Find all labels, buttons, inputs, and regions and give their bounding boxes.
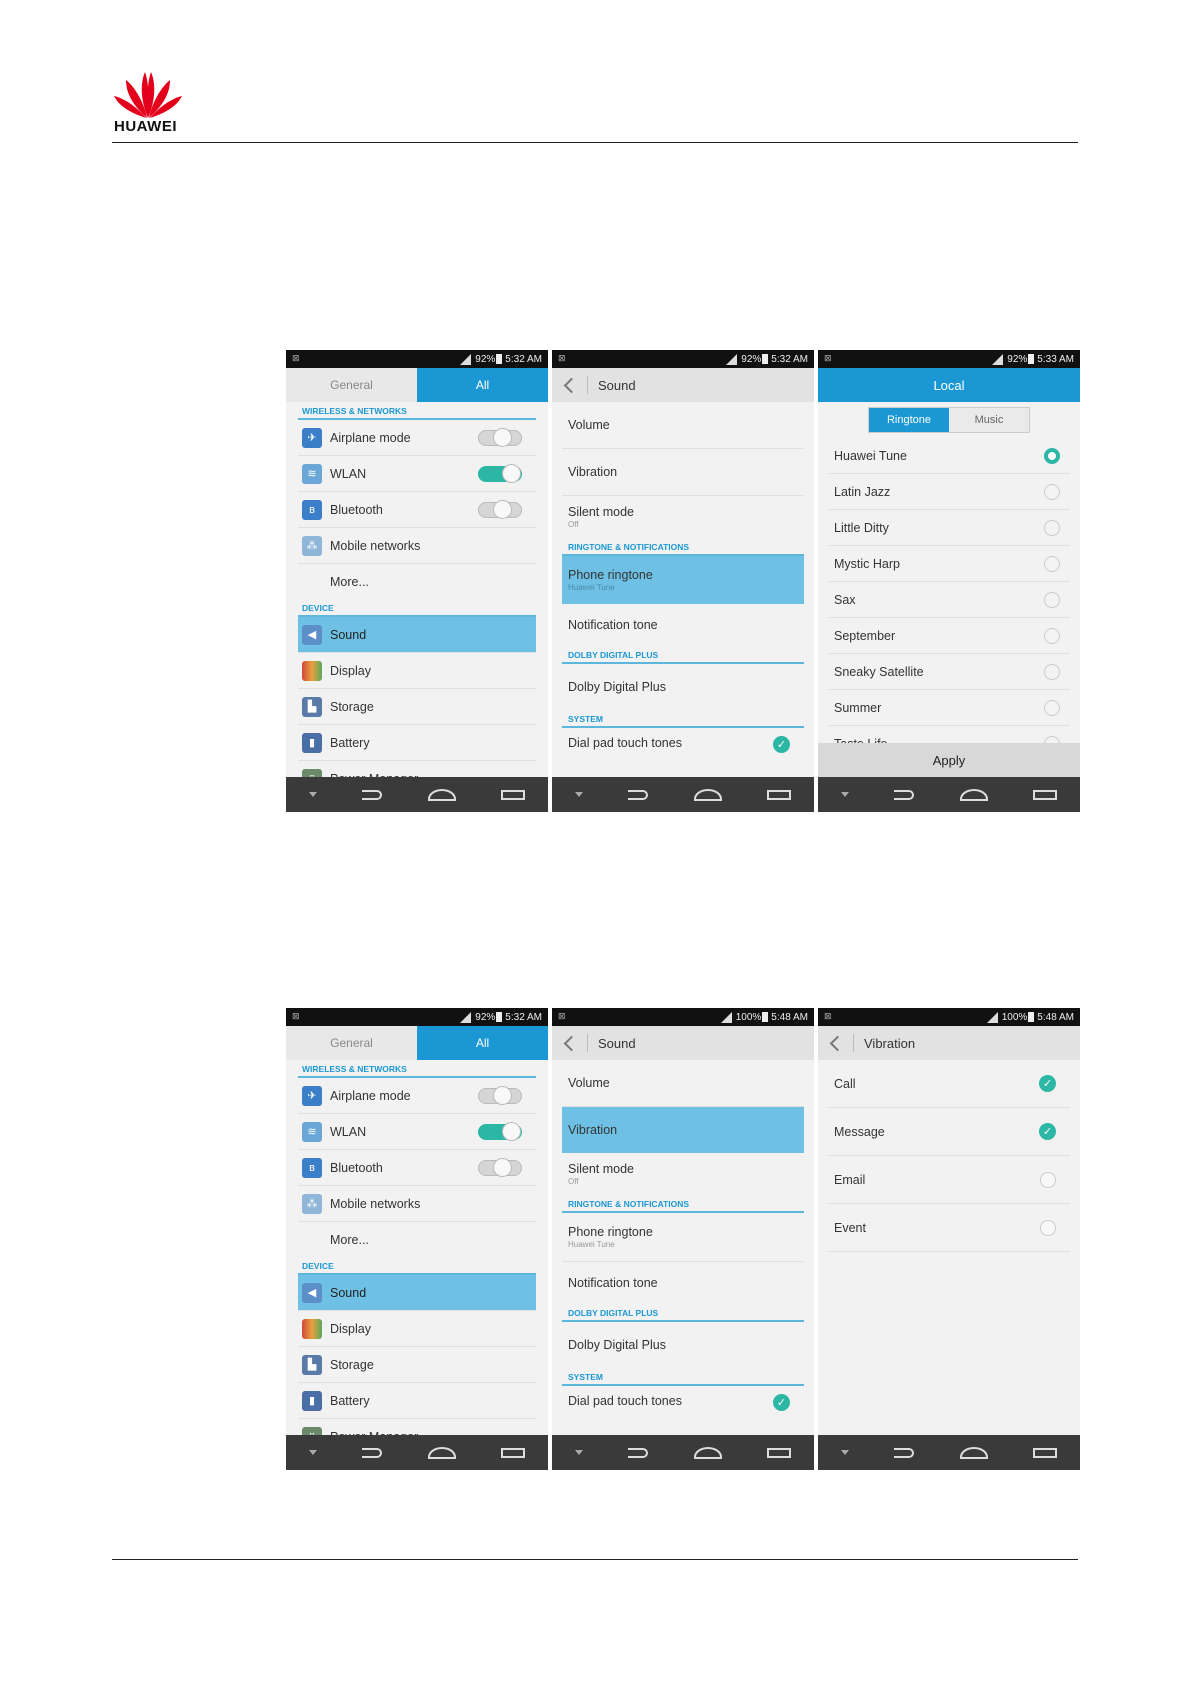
setting-label: Display	[330, 1321, 371, 1336]
home-button-icon[interactable]	[428, 1447, 456, 1459]
status-bar	[552, 350, 814, 368]
ringtone-label: Sneaky Satellite	[834, 664, 924, 679]
battery-level: 100%	[735, 1011, 762, 1023]
row-label: Event	[834, 1220, 866, 1235]
unchecked-icon[interactable]	[1040, 1172, 1056, 1188]
row-label: Vibration	[568, 1123, 618, 1137]
row-label: Dial pad touch tones	[568, 736, 682, 750]
tab-general[interactable]: General	[286, 368, 417, 402]
recent-apps-icon[interactable]	[1033, 790, 1057, 800]
vibration-item-email[interactable]	[828, 1156, 1070, 1204]
nav-bar	[286, 777, 548, 812]
setting-label: More...	[330, 574, 369, 589]
home-button-icon[interactable]	[694, 1447, 722, 1459]
ringtone-label: Latin Jazz	[834, 484, 891, 499]
notification-icon: ⊠	[292, 353, 300, 363]
back-chevron-icon[interactable]	[564, 1035, 580, 1051]
category-dolby: DOLBY DIGITAL PLUS	[562, 1304, 804, 1322]
battery-icon	[1028, 1012, 1034, 1022]
unchecked-icon[interactable]	[1040, 1220, 1056, 1236]
chevron-down-icon[interactable]	[575, 1450, 583, 1455]
ringtone-item[interactable]	[828, 438, 1070, 474]
display-icon	[302, 661, 322, 681]
battery-icon	[762, 1012, 768, 1022]
wlan-toggle[interactable]	[478, 466, 522, 482]
row-label: Notification tone	[568, 1276, 658, 1290]
setting-label: Sound	[330, 627, 367, 642]
signal-icon	[992, 354, 1003, 365]
setting-label: Battery	[330, 1393, 370, 1408]
category-system: SYSTEM	[562, 710, 804, 728]
signal-icon	[726, 354, 737, 365]
row-label: Silent mode	[568, 505, 635, 519]
signal-icon	[987, 1012, 998, 1023]
page-title: Vibration	[864, 1035, 916, 1051]
display-icon	[302, 1319, 322, 1339]
home-button-icon[interactable]	[960, 1447, 988, 1459]
vibration-item-call[interactable]	[828, 1060, 1070, 1108]
back-button-icon[interactable]	[628, 1448, 648, 1458]
apply-button[interactable]: Apply	[818, 743, 1080, 777]
setting-wlan[interactable]	[298, 1114, 536, 1150]
ringtone-label: Little Ditty	[834, 520, 889, 535]
tab-all[interactable]: All	[417, 368, 548, 402]
home-button-icon[interactable]	[694, 789, 722, 801]
chevron-down-icon[interactable]	[309, 792, 317, 797]
row-label: Call	[834, 1076, 856, 1091]
setting-label: Storage	[330, 699, 374, 714]
battery-level: 92%	[475, 1011, 496, 1023]
setting-label: Battery	[330, 735, 370, 750]
setting-label: Mobile networks	[330, 538, 421, 553]
section-device: DEVICE	[298, 599, 536, 617]
setting-label: Display	[330, 663, 371, 678]
page-title: Sound	[598, 1035, 636, 1051]
setting-more[interactable]	[298, 564, 536, 599]
clock: 5:32 AM	[505, 353, 542, 365]
section-wireless-networks: WIRELESS & NETWORKS	[298, 1060, 536, 1078]
setting-notification-tone[interactable]	[562, 604, 804, 646]
check-icon[interactable]: ✓	[773, 1394, 790, 1411]
setting-battery[interactable]	[298, 725, 536, 761]
brand-name: HUAWEI	[114, 118, 177, 135]
section-wireless-networks: WIRELESS & NETWORKS	[298, 402, 536, 420]
recent-apps-icon[interactable]	[501, 1448, 525, 1458]
bluetooth-toggle[interactable]	[478, 1160, 522, 1176]
tab-general[interactable]: General	[286, 1026, 417, 1060]
status-bar	[818, 1008, 1080, 1026]
settings-screen-1	[286, 350, 548, 812]
setting-battery[interactable]	[298, 1383, 536, 1419]
ringtone-screen	[818, 350, 1080, 812]
setting-label: Bluetooth	[330, 1160, 383, 1175]
wifi-icon: ≋	[302, 464, 322, 484]
setting-vibration[interactable]	[562, 449, 804, 496]
row-label: Vibration	[568, 465, 618, 479]
vibration-item-message[interactable]	[828, 1108, 1070, 1156]
battery-icon	[496, 1012, 502, 1022]
section-device: DEVICE	[298, 1257, 536, 1275]
vibration-header	[818, 1026, 1080, 1060]
airplane-icon: ✈	[302, 1086, 322, 1106]
setting-airplane-mode[interactable]	[298, 420, 536, 456]
row-sublabel: Huawei Tune	[568, 583, 615, 592]
notification-icon: ⊠	[292, 1011, 300, 1021]
setting-dial-pad-tones[interactable]	[562, 1386, 804, 1416]
ringtone-item[interactable]	[828, 690, 1070, 726]
setting-notification-tone[interactable]	[562, 1262, 804, 1304]
category-system: SYSTEM	[562, 1368, 804, 1386]
setting-volume[interactable]	[562, 402, 804, 449]
page-title: Local	[818, 368, 1080, 402]
setting-dolby[interactable]	[562, 1322, 804, 1368]
nav-bar	[286, 1435, 548, 1470]
speaker-icon: ◀	[302, 625, 322, 645]
wifi-icon: ≋	[302, 1122, 322, 1142]
ringtone-item[interactable]	[828, 618, 1070, 654]
bluetooth-icon: ʙ	[302, 500, 322, 520]
setting-mobile-networks[interactable]	[298, 528, 536, 564]
setting-label: Airplane mode	[330, 1088, 411, 1103]
back-button-icon[interactable]	[362, 1448, 382, 1458]
setting-silent-mode[interactable]	[562, 1153, 804, 1195]
signal-icon	[721, 1012, 732, 1023]
ringtone-item[interactable]	[828, 654, 1070, 690]
battery-icon	[496, 354, 502, 364]
back-button-icon[interactable]	[894, 1448, 914, 1458]
radio-unselected[interactable]	[1044, 484, 1060, 500]
row-label: Volume	[568, 418, 610, 432]
setting-label: Bluetooth	[330, 502, 383, 517]
radio-unselected[interactable]	[1044, 628, 1060, 644]
setting-label: WLAN	[330, 1124, 367, 1139]
vibration-screen	[818, 1008, 1080, 1470]
airplane-icon: ✈	[302, 428, 322, 448]
row-label: Dial pad touch tones	[568, 1394, 682, 1408]
huawei-petal-icon	[112, 68, 184, 120]
row-label: Volume	[568, 1076, 610, 1090]
bluetooth-toggle[interactable]	[478, 502, 522, 518]
setting-phone-ringtone[interactable]	[562, 556, 804, 604]
setting-display[interactable]	[298, 1311, 536, 1347]
recent-apps-icon[interactable]	[767, 790, 791, 800]
ringtone-item[interactable]	[828, 510, 1070, 546]
back-button-icon[interactable]	[894, 790, 914, 800]
huawei-logo	[112, 68, 186, 135]
setting-dial-pad-tones[interactable]	[562, 728, 804, 758]
setting-bluetooth[interactable]	[298, 1150, 536, 1186]
status-bar	[818, 350, 1080, 368]
row-label: Silent mode	[568, 1162, 635, 1176]
airplane-toggle[interactable]	[478, 1088, 522, 1104]
radio-unselected[interactable]	[1044, 700, 1060, 716]
setting-label: More...	[330, 1232, 369, 1247]
setting-display[interactable]	[298, 653, 536, 689]
bluetooth-icon: ʙ	[302, 1158, 322, 1178]
nav-bar	[818, 1435, 1080, 1470]
check-icon[interactable]: ✓	[773, 736, 790, 753]
settings-screen-2	[286, 1008, 548, 1470]
storage-icon: ▙	[302, 1355, 322, 1375]
page-title: Sound	[598, 377, 636, 393]
radio-unselected[interactable]	[1044, 520, 1060, 536]
setting-vibration[interactable]	[562, 1107, 804, 1153]
tab-all[interactable]: All	[417, 1026, 548, 1060]
back-button-icon[interactable]	[362, 790, 382, 800]
row-label: Dolby Digital Plus	[568, 1338, 666, 1352]
notification-icon: ⊠	[558, 353, 566, 363]
tab-ringtone[interactable]: Ringtone	[869, 408, 949, 432]
setting-label: WLAN	[330, 466, 367, 481]
radio-unselected[interactable]	[1044, 592, 1060, 608]
setting-dolby[interactable]	[562, 664, 804, 710]
nav-bar	[552, 777, 814, 812]
signal-icon	[460, 354, 471, 365]
storage-icon: ▙	[302, 697, 322, 717]
setting-label: Airplane mode	[330, 430, 411, 445]
battery-setting-icon: ▮	[302, 1391, 322, 1411]
sound-screen-1	[552, 350, 814, 812]
ringtone-label: Mystic Harp	[834, 556, 900, 571]
signal-icon	[460, 1012, 471, 1023]
battery-icon	[762, 354, 768, 364]
row-sublabel: Off	[568, 520, 579, 529]
setting-more[interactable]	[298, 1222, 536, 1257]
setting-mobile-networks[interactable]	[298, 1186, 536, 1222]
header-rule	[112, 142, 1078, 143]
ringtone-item[interactable]	[828, 546, 1070, 582]
setting-volume[interactable]	[562, 1060, 804, 1107]
sound-header	[552, 1026, 814, 1060]
speaker-icon: ◀	[302, 1283, 322, 1303]
back-chevron-icon[interactable]	[830, 1035, 846, 1051]
category-ringtone-notifications: RINGTONE & NOTIFICATIONS	[562, 538, 804, 556]
ringtone-item[interactable]	[828, 474, 1070, 510]
setting-airplane-mode[interactable]	[298, 1078, 536, 1114]
recent-apps-icon[interactable]	[501, 790, 525, 800]
sound-header	[552, 368, 814, 402]
ringtone-label: Huawei Tune	[834, 448, 907, 463]
setting-sound[interactable]	[298, 1275, 536, 1311]
setting-label: Storage	[330, 1357, 374, 1372]
clock: 5:33 AM	[1037, 353, 1074, 365]
radio-unselected[interactable]	[1044, 556, 1060, 572]
radio-unselected[interactable]	[1044, 664, 1060, 680]
tab-music[interactable]: Music	[949, 408, 1029, 432]
row-sublabel: Huawei Tune	[568, 1240, 615, 1249]
setting-sound[interactable]	[298, 617, 536, 653]
battery-icon	[1028, 354, 1034, 364]
row-label: Message	[834, 1124, 885, 1139]
vibration-item-event[interactable]	[828, 1204, 1070, 1252]
check-icon[interactable]: ✓	[1039, 1123, 1056, 1140]
source-segmented-control	[868, 407, 1030, 433]
ringtone-label: Sax	[834, 592, 856, 607]
category-ringtone-notifications: RINGTONE & NOTIFICATIONS	[562, 1195, 804, 1213]
setting-storage[interactable]	[298, 1347, 536, 1383]
chevron-down-icon[interactable]	[309, 1450, 317, 1455]
setting-storage[interactable]	[298, 689, 536, 725]
setting-label: Sound	[330, 1285, 367, 1300]
chevron-down-icon[interactable]	[841, 792, 849, 797]
wlan-toggle[interactable]	[478, 1124, 522, 1140]
row-label: Notification tone	[568, 618, 658, 632]
setting-silent-mode[interactable]	[562, 496, 804, 538]
setting-bluetooth[interactable]	[298, 492, 536, 528]
radio-selected[interactable]	[1044, 448, 1060, 464]
clock: 5:32 AM	[505, 1011, 542, 1023]
notification-icon: ⊠	[824, 1011, 832, 1021]
back-chevron-icon[interactable]	[564, 377, 580, 393]
recent-apps-icon[interactable]	[1033, 1448, 1057, 1458]
battery-level: 92%	[741, 353, 762, 365]
setting-wlan[interactable]	[298, 456, 536, 492]
chevron-down-icon[interactable]	[841, 1450, 849, 1455]
home-button-icon[interactable]	[960, 789, 988, 801]
clock: 5:48 AM	[1037, 1011, 1074, 1023]
status-bar	[552, 1008, 814, 1026]
setting-phone-ringtone[interactable]	[562, 1213, 804, 1262]
row-label: Phone ringtone	[568, 1225, 653, 1239]
setting-label: Mobile networks	[330, 1196, 421, 1211]
airplane-toggle[interactable]	[478, 430, 522, 446]
home-button-icon[interactable]	[428, 789, 456, 801]
mobile-network-icon: ⁂	[302, 1194, 322, 1214]
notification-icon: ⊠	[558, 1011, 566, 1021]
row-sublabel: Off	[568, 1177, 579, 1186]
battery-level: 92%	[1007, 353, 1028, 365]
status-bar	[286, 350, 548, 368]
clock: 5:48 AM	[771, 1011, 808, 1023]
battery-level: 100%	[1001, 1011, 1028, 1023]
notification-icon: ⊠	[824, 353, 832, 363]
nav-bar	[552, 1435, 814, 1470]
check-icon[interactable]: ✓	[1039, 1075, 1056, 1092]
row-label: Dolby Digital Plus	[568, 680, 666, 694]
recent-apps-icon[interactable]	[767, 1448, 791, 1458]
mobile-network-icon: ⁂	[302, 536, 322, 556]
back-button-icon[interactable]	[628, 790, 648, 800]
sound-screen-2	[552, 1008, 814, 1470]
row-label: Phone ringtone	[568, 568, 653, 582]
row-label: Email	[834, 1172, 866, 1187]
nav-bar	[818, 777, 1080, 812]
ringtone-item[interactable]	[828, 582, 1070, 618]
ringtone-label: Summer	[834, 700, 882, 715]
category-dolby: DOLBY DIGITAL PLUS	[562, 646, 804, 664]
battery-setting-icon: ▮	[302, 733, 322, 753]
clock: 5:32 AM	[771, 353, 808, 365]
ringtone-label: September	[834, 628, 896, 643]
battery-level: 92%	[475, 353, 496, 365]
footer-rule	[112, 1559, 1078, 1560]
status-bar	[286, 1008, 548, 1026]
chevron-down-icon[interactable]	[575, 792, 583, 797]
